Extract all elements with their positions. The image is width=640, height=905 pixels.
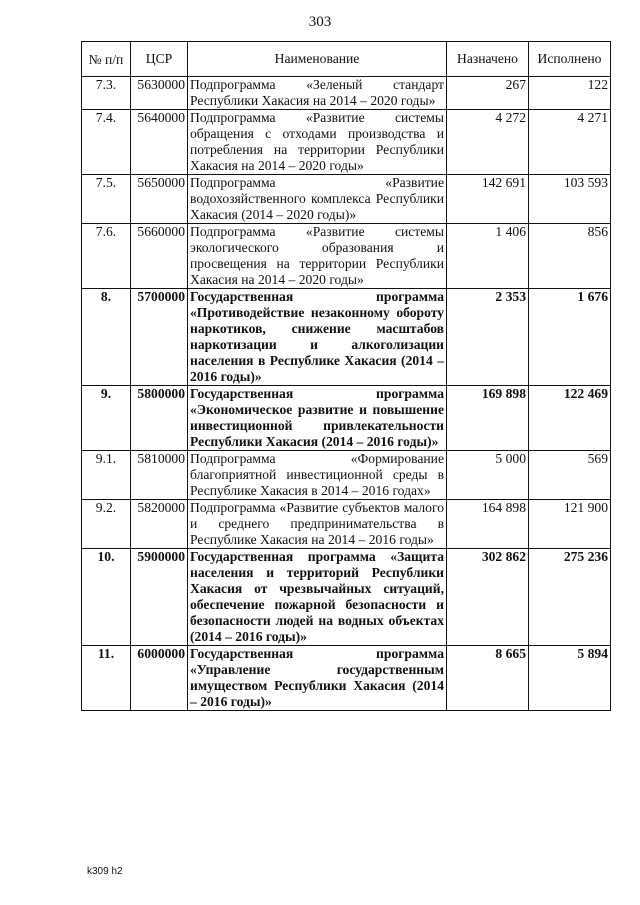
row-num: 7.4.	[82, 110, 131, 175]
row-name: Государственная программа «Защита населения и территорий Республики Хакасия от чрезвычайных ситуаций, обеспечение пожарной безопасности и безопасности людей на водных объектах (2014 – 2016 годы)»	[188, 549, 447, 646]
row-csr: 5630000	[131, 77, 188, 110]
row-assigned: 164 898	[447, 500, 529, 549]
row-name: Подпрограмма «Развитие системы экологического образования и просвещения на территории Республики Хакасия на 2014 – 2020 годы»	[188, 224, 447, 289]
row-num: 10.	[82, 549, 131, 646]
row-num: 9.1.	[82, 451, 131, 500]
row-csr: 5800000	[131, 386, 188, 451]
row-executed: 1 676	[529, 289, 611, 386]
row-executed: 275 236	[529, 549, 611, 646]
table-row	[82, 77, 611, 110]
row-assigned: 142 691	[447, 175, 529, 224]
header-num: № п/п	[82, 42, 131, 77]
row-csr: 5810000	[131, 451, 188, 500]
row-name: Подпрограмма «Формирование благоприятной инвестиционной среды в Республике Хакасия в 2014 – 2016 годах»	[188, 451, 447, 500]
header-assigned: Назначено	[447, 42, 529, 77]
row-executed: 856	[529, 224, 611, 289]
row-executed: 121 900	[529, 500, 611, 549]
row-assigned: 267	[447, 77, 529, 110]
row-executed: 122	[529, 77, 611, 110]
row-csr: 5640000	[131, 110, 188, 175]
table-row	[82, 289, 611, 386]
row-name: Подпрограмма «Развитие субъектов малого и среднего предпринимательства в Республике Хакасия на 2014 – 2016 годы»	[188, 500, 447, 549]
table-row	[82, 175, 611, 224]
row-num: 9.	[82, 386, 131, 451]
row-assigned: 4 272	[447, 110, 529, 175]
table-row	[82, 549, 611, 646]
budget-table	[81, 41, 611, 711]
header-csr: ЦСР	[131, 42, 188, 77]
row-name: Подпрограмма «Развитие системы обращения с отходами производства и потребления на территории Республики Хакасия на 2014 – 2020 годы»	[188, 110, 447, 175]
row-csr: 5900000	[131, 549, 188, 646]
row-assigned: 5 000	[447, 451, 529, 500]
row-csr: 5650000	[131, 175, 188, 224]
row-executed: 103 593	[529, 175, 611, 224]
row-num: 7.3.	[82, 77, 131, 110]
row-name: Государственная программа «Противодействие незаконному обороту наркотиков, снижение масштабов наркотизации и алкоголизации населения в Республике Хакасия (2014 – 2016 годы)»	[188, 289, 447, 386]
row-name: Подпрограмма «Зеленый стандарт Республики Хакасия на 2014 – 2020 годы»	[188, 77, 447, 110]
row-csr: 6000000	[131, 646, 188, 711]
row-csr: 5700000	[131, 289, 188, 386]
table-row	[82, 110, 611, 175]
row-assigned: 8 665	[447, 646, 529, 711]
row-name: Государственная программа «Управление государственным имуществом Республики Хакасия (2014 – 2016 годы)»	[188, 646, 447, 711]
row-csr: 5820000	[131, 500, 188, 549]
table-header-row	[82, 42, 611, 77]
row-num: 7.6.	[82, 224, 131, 289]
row-executed: 5 894	[529, 646, 611, 711]
table-row	[82, 386, 611, 451]
page-number: 303	[308, 14, 332, 30]
row-csr: 5660000	[131, 224, 188, 289]
row-executed: 569	[529, 451, 611, 500]
header-executed: Исполнено	[529, 42, 611, 77]
row-num: 8.	[82, 289, 131, 386]
row-num: 7.5.	[82, 175, 131, 224]
table-row	[82, 224, 611, 289]
row-assigned: 1 406	[447, 224, 529, 289]
row-name: Подпрограмма «Развитие водохозяйственного комплекса Республики Хакасия (2014 – 2020 годы)»	[188, 175, 447, 224]
footer-code: k309 h2	[87, 866, 123, 877]
row-name: Государственная программа «Экономическое развитие и повышение инвестиционной привлекательности Республики Хакасия (2014 – 2016 годы)»	[188, 386, 447, 451]
row-num: 9.2.	[82, 500, 131, 549]
row-executed: 4 271	[529, 110, 611, 175]
header-name: Наименование	[188, 42, 447, 77]
row-assigned: 302 862	[447, 549, 529, 646]
table-row	[82, 500, 611, 549]
table-row	[82, 451, 611, 500]
row-assigned: 169 898	[447, 386, 529, 451]
row-num: 11.	[82, 646, 131, 711]
row-executed: 122 469	[529, 386, 611, 451]
table-row	[82, 646, 611, 711]
row-assigned: 2 353	[447, 289, 529, 386]
